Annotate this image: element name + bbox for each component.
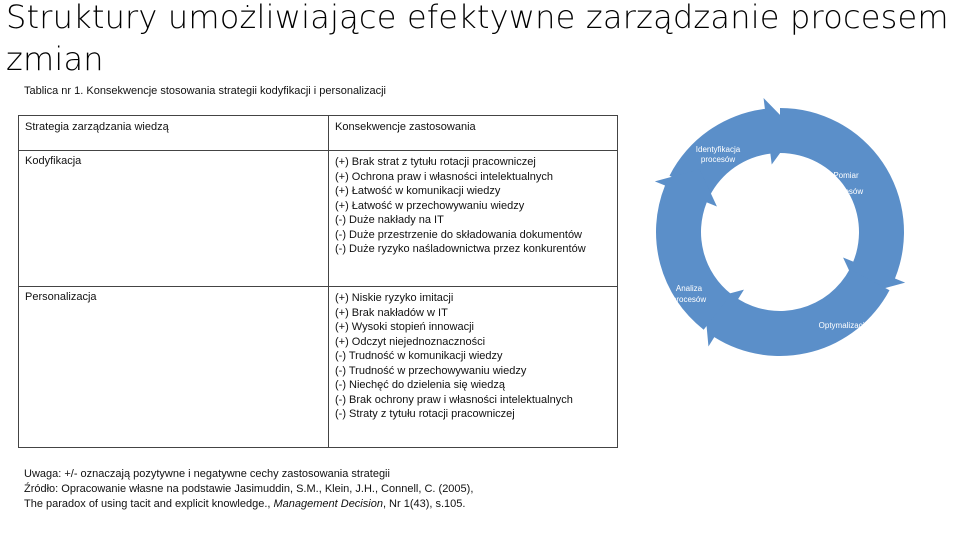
cycle-label-measure-sub: procesów — [828, 187, 864, 196]
process-cycle-diagram — [630, 82, 930, 382]
note-line: Uwaga: +/- oznaczają pozytywne i negatywne cechy zastosowania strategii — [24, 468, 390, 480]
consequence-item: (-) Duże ryzyko naśladownictwa przez konkurentów — [335, 243, 586, 255]
consequence-item: (-) Duże przestrzenie do składowania dokumentów — [335, 228, 583, 241]
consequence-item: (+) Brak nakładów w IT — [335, 306, 448, 319]
consequence-item: (-) Trudność w komunikacji wiedzy — [335, 350, 503, 362]
source-issue: , Nr 1(43), s.105. — [382, 498, 466, 510]
source-line-continued — [24, 497, 473, 512]
table-note — [24, 467, 473, 512]
consequences-table — [18, 115, 618, 448]
strategy-cell: Kodyfikacja — [19, 151, 329, 287]
cycle-label-identify-sub: procesów — [700, 155, 736, 164]
cycle-label-identify: Identyfikacja — [695, 145, 741, 154]
source-line: Źródło: Opracowanie własne na podstawie Jasimuddin, S.M., Klein, J.H., Connell, C. (2005), — [24, 483, 474, 495]
consequence-item: (+) Odczyt niejednoznaczności — [335, 335, 486, 348]
strategy-cell: Personalizacja — [19, 287, 329, 448]
consequences-cell — [329, 151, 618, 287]
table-caption: Tablica nr 1. Konsekwencje stosowania strategii kodyfikacji i personalizacji — [24, 85, 386, 97]
consequence-item: (+) Wysoki stopień innowacji — [335, 321, 474, 333]
cycle-label-measure: Pomiar — [833, 171, 859, 180]
cycle-arrow-segment — [655, 169, 732, 330]
consequence-item: (+) Niskie ryzyko imitacji — [335, 292, 454, 304]
source-title: The paradox of using tacit and explicit knowledge., — [24, 498, 274, 510]
consequence-item: (+) Brak strat z tytułu rotacji pracowniczej — [335, 156, 536, 168]
consequence-item: (-) Brak ochrony praw i własności intelektualnych — [335, 393, 573, 406]
slide-title: Struktury umożliwiające efektywne zarządzanie procesem zmian — [6, 0, 949, 78]
consequence-item: (+) Łatwość w przechowywaniu wiedzy — [335, 199, 525, 212]
consequence-item: (+) Ochrona praw i własności intelektualnych — [335, 170, 553, 183]
consequence-item: (-) Trudność w przechowywaniu wiedzy — [335, 364, 527, 377]
consequence-item: (-) Duże nakłady na IT — [335, 214, 444, 226]
cycle-label-analyze-sub: procesów — [671, 295, 707, 304]
cycle-label-optimize: Optymalizacja procesów — [818, 321, 906, 330]
cycle-label-analyze: Analiza — [675, 284, 703, 293]
consequence-item: (-) Niechęć do dzielenia się wiedzą — [335, 379, 505, 391]
table-row — [19, 287, 618, 448]
header-consequences: Konsekwencje zastosowania — [329, 116, 618, 151]
header-strategy: Strategia zarządzania wiedzą — [19, 116, 329, 151]
consequences-cell — [329, 287, 618, 448]
cycle-arrow-segment — [780, 108, 905, 295]
table-row — [19, 151, 618, 287]
cycle-arrow-segment — [704, 269, 889, 356]
table-header-row — [19, 116, 618, 151]
consequence-item: (+) Łatwość w komunikacji wiedzy — [335, 185, 501, 197]
consequence-item: (-) Straty z tytułu rotacji pracowniczej — [335, 408, 515, 420]
source-journal: Management Decision — [273, 498, 383, 510]
